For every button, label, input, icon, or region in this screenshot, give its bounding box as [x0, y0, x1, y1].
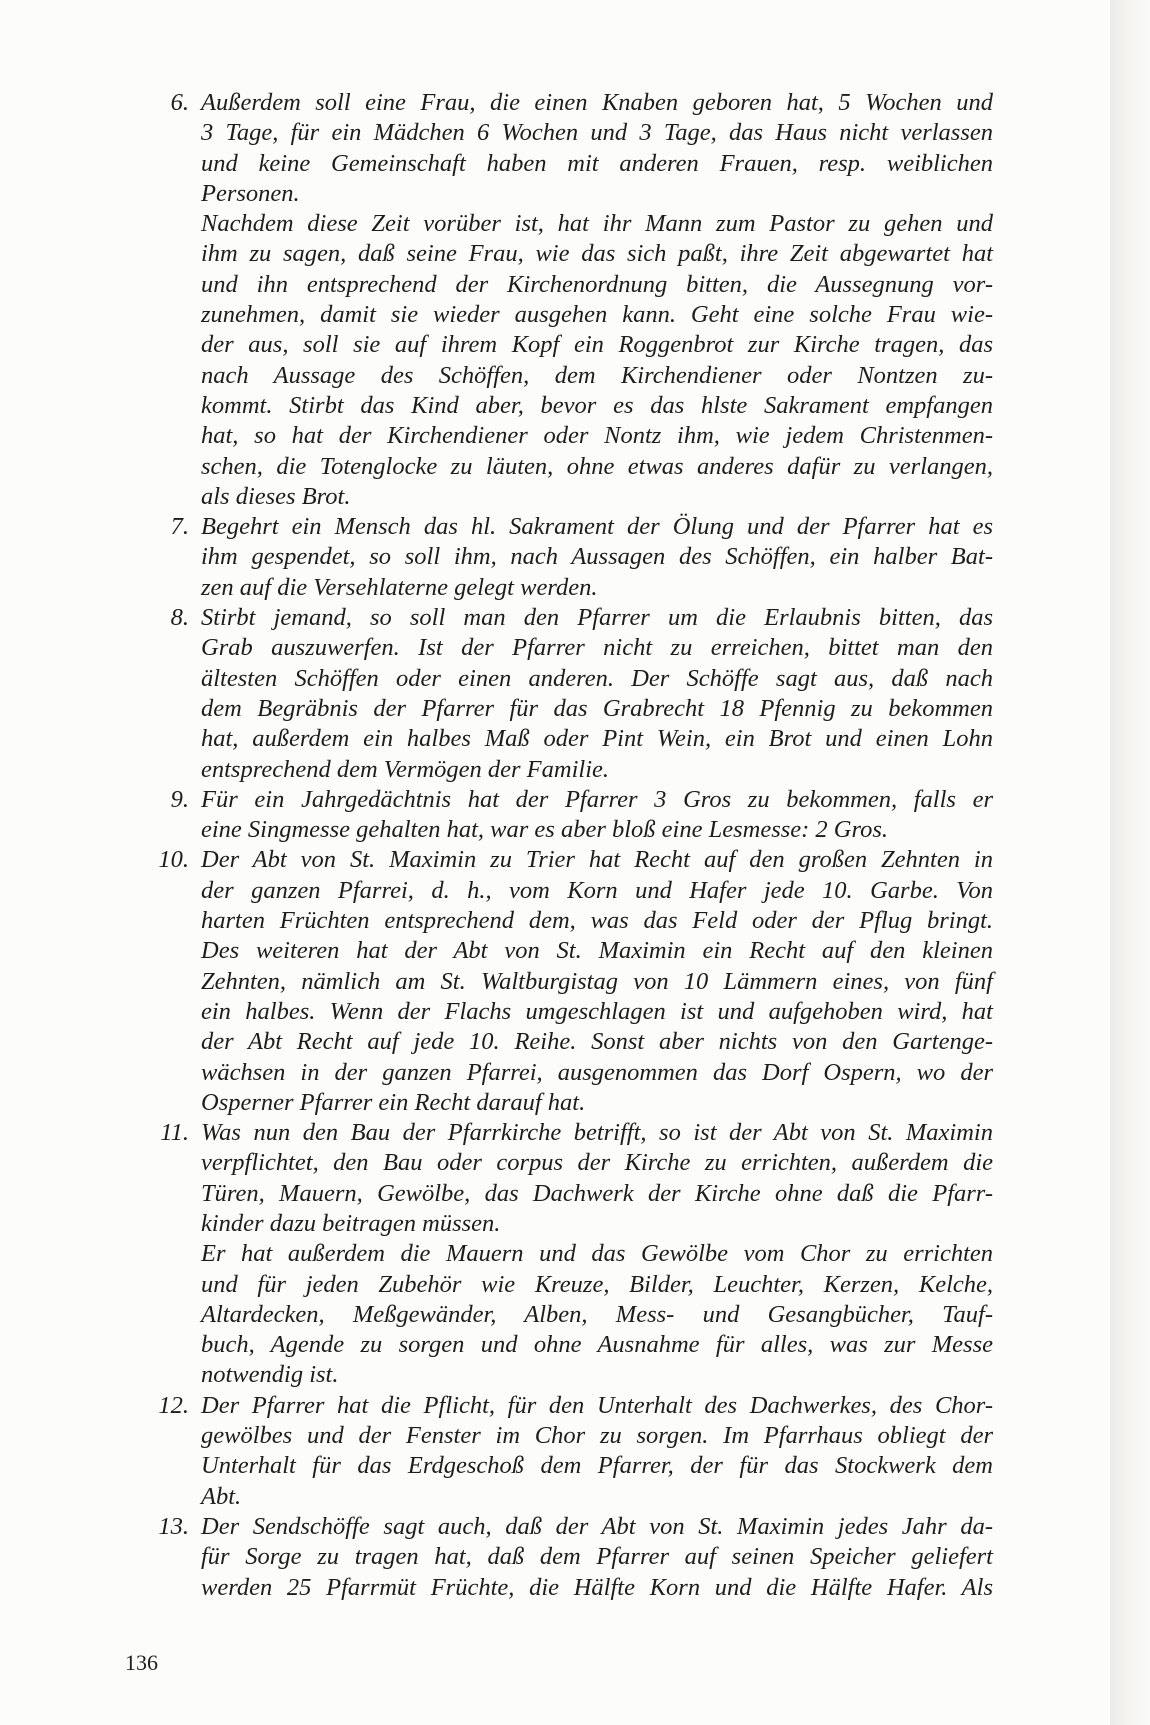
item-number: 9. — [170, 785, 189, 813]
item-number: 11. — [160, 1119, 189, 1147]
text-line: Türen, Mauern, Gewölbe, das Dachwerk der Kirche ohne daß die Pfarr- — [201, 1179, 993, 1207]
text-line: Des weiteren hat der Abt von St. Maximin ein Recht auf den kleinen — [201, 937, 993, 965]
list-item — [153, 785, 993, 846]
text-line: Begehrt ein Mensch das hl. Sakrament der Ölung und der Pfarrer hat es — [201, 513, 993, 541]
list-item — [153, 603, 993, 785]
text-line: und keine Gemeinschaft haben mit anderen Frauen, resp. weiblichen — [201, 149, 993, 177]
item-text — [201, 88, 993, 512]
list-item — [153, 1512, 993, 1603]
item-text — [201, 785, 993, 846]
text-line: Grab auszuwerfen. Ist der Pfarrer nicht zu erreichen, bittet man den — [201, 634, 993, 662]
text-line: gewölbes und der Fenster im Chor zu sorgen. Im Pfarrhaus obliegt der — [201, 1422, 993, 1450]
text-line: Zehnten, nämlich am St. Waltburgistag von 10 Lämmern eines, von fünf — [201, 967, 993, 995]
list-item — [153, 1118, 993, 1391]
text-line: Unterhalt für das Erdgeschoß dem Pfarrer, der für das Stockwerk dem — [201, 1452, 993, 1480]
text-line: Nachdem diese Zeit vorüber ist, hat ihr Mann zum Pastor zu gehen und — [201, 210, 993, 238]
text-line: ihm zu sagen, daß seine Frau, wie das sich paßt, ihre Zeit abgewartet hat — [201, 240, 993, 268]
text-line: ein halbes. Wenn der Flachs umgeschlagen ist und aufgehoben wird, hat — [201, 997, 993, 1025]
text-line: harten Früchten entsprechend dem, was das Feld oder der Pflug bringt. — [201, 907, 993, 935]
text-line: schen, die Totenglocke zu läuten, ohne etwas anderes dafür zu verlangen, — [201, 452, 993, 480]
item-number: 8. — [170, 604, 189, 632]
text-line: zunehmen, damit sie wieder ausgehen kann. Geht eine solche Frau wie- — [201, 301, 993, 329]
text-line: notwendig ist. — [201, 1361, 339, 1389]
text-line: Personen. — [201, 179, 300, 207]
list-item — [153, 1391, 993, 1512]
list-item — [153, 512, 993, 603]
page-text — [153, 88, 993, 1603]
item-text — [201, 1512, 993, 1603]
text-line: Für ein Jahrgedächtnis hat der Pfarrer 3 Gros zu bekommen, falls er — [201, 785, 993, 813]
page-edge — [1110, 0, 1150, 1725]
text-line: eine Singmesse gehalten hat, war es aber bloß eine Lesmesse: 2 Gros. — [201, 816, 889, 844]
text-line: Der Pfarrer hat die Pflicht, für den Unterhalt des Dachwerkes, des Chor- — [201, 1391, 993, 1419]
text-line: entsprechend dem Vermögen der Familie. — [201, 755, 609, 783]
text-line: Er hat außerdem die Mauern und das Gewölbe vom Chor zu errichten — [201, 1240, 993, 1268]
text-line: ältesten Schöffen oder einen anderen. Der Schöffe sagt aus, daß nach — [201, 664, 993, 692]
text-line: Der Abt von St. Maximin zu Trier hat Recht auf den großen Zehnten in — [201, 846, 993, 874]
item-text — [201, 1391, 993, 1512]
text-line: werden 25 Pfarrmüt Früchte, die Hälfte Korn und die Hälfte Hafer. Als — [201, 1573, 993, 1601]
item-number: 7. — [170, 513, 189, 541]
text-line: der Abt Recht auf jede 10. Reihe. Sonst aber nichts von den Gartenge- — [201, 1028, 993, 1056]
item-number: 6. — [170, 89, 189, 116]
text-line: als dieses Brot. — [201, 482, 351, 510]
text-line: ihm gespendet, so soll ihm, nach Aussagen des Schöffen, ein halber Bat- — [201, 543, 993, 571]
text-line: kinder dazu beitragen müssen. — [201, 1209, 501, 1237]
text-line: und für jeden Zubehör wie Kreuze, Bilder, Leuchter, Kerzen, Kelche, — [201, 1270, 993, 1298]
text-line: Was nun den Bau der Pfarrkirche betrifft, so ist der Abt von St. Maximin — [201, 1119, 993, 1147]
text-line: Osperner Pfarrer ein Recht darauf hat. — [201, 1088, 586, 1116]
text-line: Stirbt jemand, so soll man den Pfarrer um die Erlaubnis bitten, das — [201, 604, 993, 632]
text-line: wächsen in der ganzen Pfarrei, ausgenommen das Dorf Ospern, wo der — [201, 1058, 993, 1086]
item-text — [201, 603, 993, 785]
item-number: 10. — [158, 846, 189, 874]
list-item — [153, 88, 993, 512]
text-line: Abt. — [201, 1482, 242, 1510]
text-line: kommt. Stirbt das Kind aber, bevor es das hlste Sakrament empfangen — [201, 391, 993, 419]
list-item — [153, 845, 993, 1118]
item-text — [201, 1118, 993, 1391]
text-line: dem Begräbnis der Pfarrer für das Grabrecht 18 Pfennig zu bekommen — [201, 694, 993, 722]
text-line: nach Aussage des Schöffen, dem Kirchendiener oder Nontzen zu- — [201, 361, 993, 389]
text-line: 3 Tage, für ein Mädchen 6 Wochen und 3 Tage, das Haus nicht verlassen — [201, 119, 993, 147]
text-line: und ihn entsprechend der Kirchenordnung bitten, die Aussegnung vor- — [201, 270, 993, 298]
text-line: Altardecken, Meßgewänder, Alben, Mess- und Gesangbücher, Tauf- — [201, 1300, 993, 1328]
text-line: hat, außerdem ein halbes Maß oder Pint Wein, ein Brot und einen Lohn — [201, 725, 993, 753]
item-text — [201, 845, 993, 1118]
text-line: zen auf die Versehlaterne gelegt werden. — [201, 573, 598, 601]
item-text — [201, 512, 993, 603]
text-line: Außerdem soll eine Frau, die einen Knaben geboren hat, 5 Wochen und — [201, 89, 993, 116]
text-line: der aus, soll sie auf ihrem Kopf ein Roggenbrot zur Kirche tragen, das — [201, 331, 993, 359]
text-line: buch, Agende zu sorgen und ohne Ausnahme für alles, was zur Messe — [201, 1331, 993, 1359]
text-line: der ganzen Pfarrei, d. h., vom Korn und Hafer jede 10. Garbe. Von — [201, 876, 993, 904]
text-line: Der Sendschöffe sagt auch, daß der Abt von St. Maximin jedes Jahr da- — [201, 1512, 993, 1540]
item-number: 12. — [158, 1391, 189, 1419]
text-line: für Sorge zu tragen hat, daß dem Pfarrer auf seinen Speicher geliefert — [201, 1543, 993, 1571]
page-number: 136 — [125, 1650, 158, 1675]
text-line: hat, so hat der Kirchendiener oder Nontz ihm, wie jedem Christenmen- — [201, 422, 993, 450]
item-number: 13. — [158, 1512, 189, 1540]
text-line: verpflichtet, den Bau oder corpus der Kirche zu errichten, außerdem die — [201, 1149, 993, 1177]
